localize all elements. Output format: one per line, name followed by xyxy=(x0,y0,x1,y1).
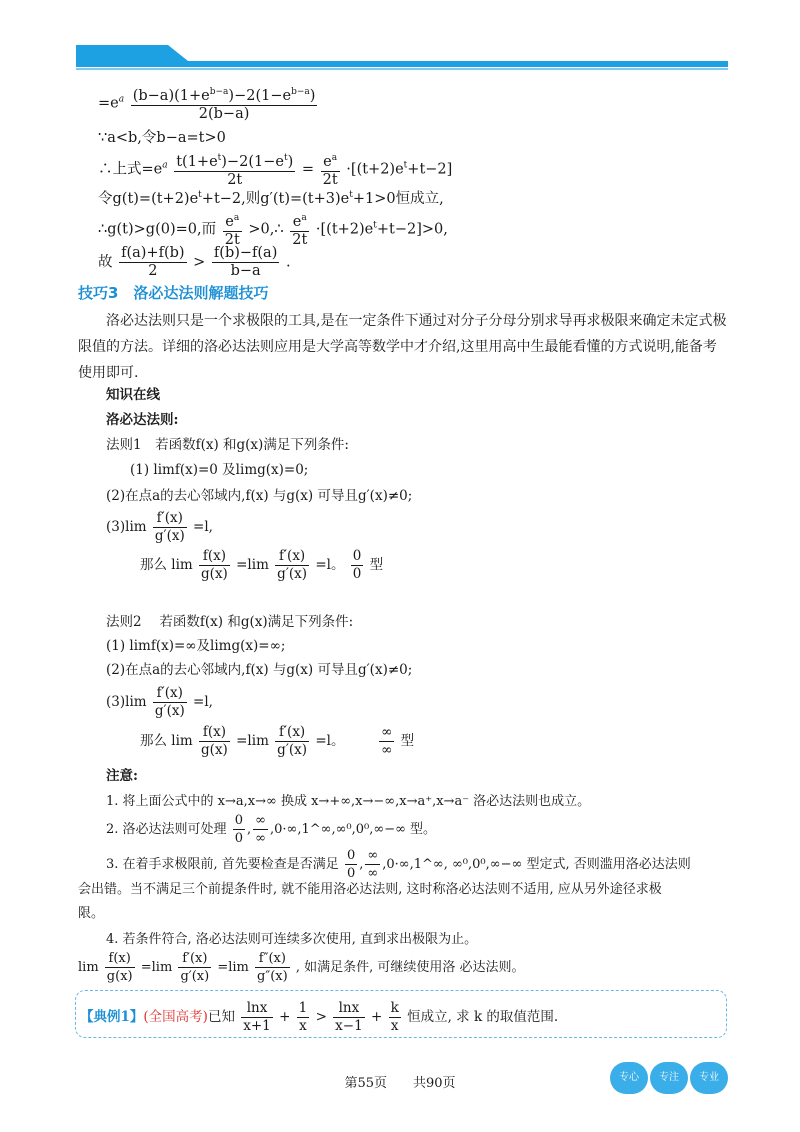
rule2-condition-2: (2)在点a的去心邻域内,f(x) 与g(x) 可导且g′(x)≠0; xyxy=(106,662,413,678)
note-5: lim $\frac{f(x)}{g(x)}$ =lim $\frac{f'(x)}{g'(x)}$ =lim $\frac{f''(x)}{g''(x)}$ , 如满足条件, 可继续使用洛 必达法则。 xyxy=(78,951,525,984)
note-1: 1. 将上面公式中的 x→a,x→∞ 换成 x→+∞,x→−∞,x→a⁺,x→a⁻ 洛必达法则也成立。 xyxy=(106,794,591,809)
knowledge-label: 知识在线 xyxy=(106,387,160,403)
intro-paragraph: 洛必达法则只是一个求极限的工具,是在一定条件下通过对分子分母分别求导再求极限来确定未定式极限值的方法。详细的洛必达法则应用是大学高等数学中才介绍,这里用高中生最能看懂的方式说明,能备考使用即可. xyxy=(78,313,727,381)
rule2-condition-1: (1) limf(x)=∞及limg(x)=∞; xyxy=(106,638,286,654)
note-title: 注意: xyxy=(106,768,138,784)
badge-2: 专注 xyxy=(650,1062,688,1094)
note-3-cont: 会出错。当不满足三个前提条件时, 就不能用洛必达法则, 这时称洛必达法则不适用, 应从另外途径求极 xyxy=(78,882,662,897)
rule2-conclusion: 那么 lim $\frac{f(x)}{g(x)}$ =lim $\frac{f'(x)}{g'(x)}$ =l。 $\frac{\infty}{\infty}$ 型 xyxy=(140,724,415,758)
rule2-condition-3: (3)lim $\frac{f'(x)}{g'(x)}$ =l, xyxy=(106,685,213,719)
rule1-title: 法则1 若函数f(x) 和g(x)满足下列条件: xyxy=(106,437,349,453)
badge-3: 专业 xyxy=(690,1062,728,1094)
header-band xyxy=(76,45,728,73)
rule1-condition-2: (2)在点a的去心邻域内,f(x) 与g(x) 可导且g′(x)≠0; xyxy=(106,488,413,504)
example-source: (全国高考) xyxy=(143,1009,208,1025)
note-3-end: 限。 xyxy=(78,906,105,921)
rule1-condition-3: (3)lim $\frac{f'(x)}{g'(x)}$ =l, xyxy=(106,510,213,544)
rule-title: 洛必达法则: xyxy=(106,412,179,428)
rule1-conclusion: 那么 lim $\frac{f(x)}{g(x)}$ =lim $\frac{f'(x)}{g'(x)}$ =l。 $\frac{0}{0}$ 型 xyxy=(140,548,384,582)
rule2-title: 法则2 若函数f(x) 和g(x)满足下列条件: xyxy=(106,614,354,630)
derivation-line-4: 令$g(t)=(t+2)e^t+t-2$,则$g'(t)=(t+3)e^t+1>0$恒成立, xyxy=(98,190,444,207)
derivation-line-5: ∴g(t)>g(0)=0,而 $\frac{e^a}{2t}$ >0,∴ $\frac{e^a}{2t}$ $\cdot[(t+2)e^t+t-2]>0$, xyxy=(98,210,448,249)
derivation-line-6: 故 $\frac{f(a)+f(b)}{2}$ > $\frac{f(b)-f(a)}{b-a}$ . xyxy=(98,245,291,279)
rule1-condition-1: (1) limf(x)=0 及limg(x)=0; xyxy=(130,462,309,478)
note-2: 2. 洛必达法则可处理 $\frac{0}{0}$ , $\frac{\infty}{\infty}$ ,0·∞,1^∞,∞⁰,0⁰,∞−∞ 型。 xyxy=(106,813,437,846)
example-line: 【典例1】(全国高考)已知 $\frac{\ln x}{x+1}$ + $\frac{1}{x}$ > $\frac{\ln x}{x-1}$ + $\frac{k}{x}$ 恒成立, 求 k 的取值范围. xyxy=(80,1000,559,1034)
derivation-line-2: ∵a<b,令b−a=t>0 xyxy=(98,130,226,146)
note-4: 4. 若条件符合, 洛必达法则可连续多次使用, 直到求出极限为止。 xyxy=(106,932,478,947)
example-tag: 【典例1】 xyxy=(80,1009,144,1025)
derivation-line-1: $=e^a$ $\frac{(b-a)(1+e^{b-a})-2(1-e^{b-a})}{2(b-a)}$ xyxy=(98,84,319,123)
derivation-line-3: ∴上式$=e^a$ $\frac{t(1+e^t)-2(1-e^t)}{2t}$ = $\frac{e^a}{2t}$ $\cdot[(t+2)e^t+t-2]$ xyxy=(98,150,452,189)
section-heading: 技巧3 洛必达法则解题技巧 xyxy=(78,284,269,302)
note-3: 3. 在着手求极限前, 首先要检查是否满足 $\frac{0}{0}$ , $\frac{\infty}{\infty}$ ,0·∞,1^∞, ∞⁰,0⁰,∞−∞ 型定式, 否则滥用洛必达法则 xyxy=(106,848,691,881)
badge-1: 专心 xyxy=(610,1062,648,1094)
page-footer: 第55页 共90页 xyxy=(344,1076,456,1091)
badge-group xyxy=(610,1062,730,1096)
